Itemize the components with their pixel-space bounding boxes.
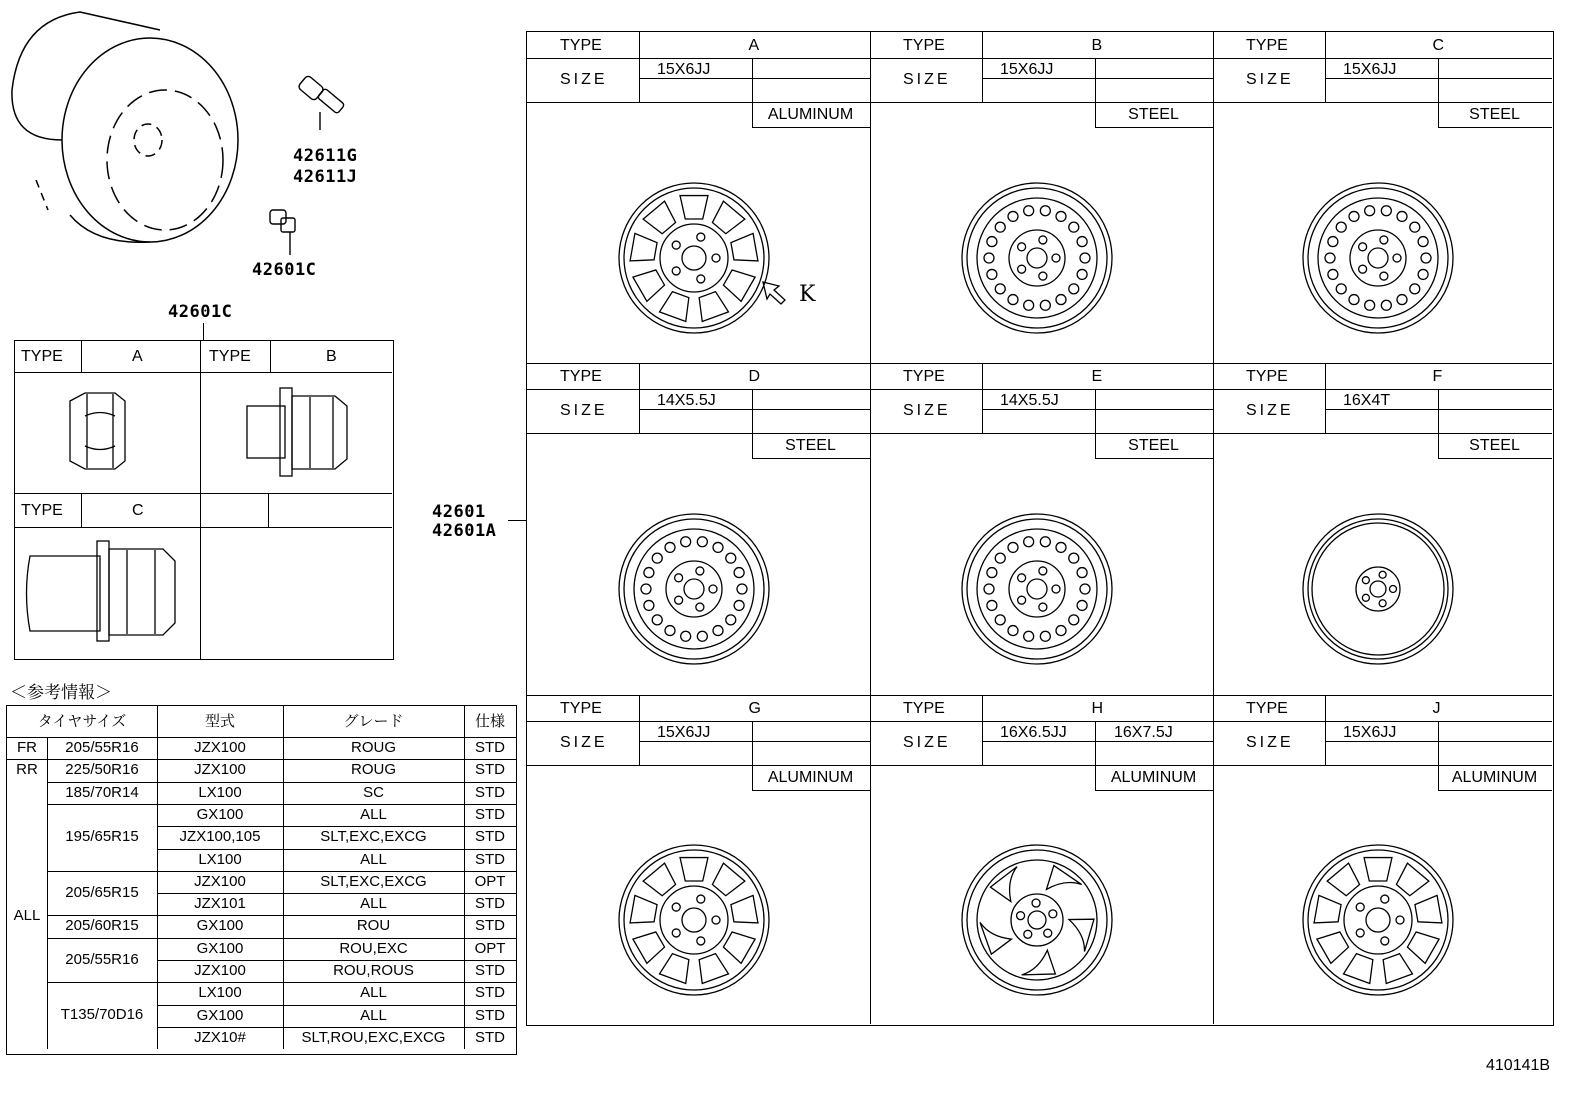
wheel-material: ALUMINUM — [1110, 769, 1197, 786]
wheel-c-icon — [1298, 178, 1458, 338]
tire-rim-face — [62, 38, 238, 242]
spec-cell: STD — [475, 739, 505, 756]
spec-cell: STD — [475, 984, 505, 1002]
wheel-type-label: TYPE — [560, 700, 602, 717]
spec-cell: STD — [475, 962, 505, 979]
model-cell: GX100 — [196, 805, 244, 823]
grade-cell: ROU — [356, 917, 391, 935]
wheel-j-icon — [1298, 840, 1458, 1000]
wheel-type-label: TYPE — [1246, 37, 1288, 54]
wheel-cell — [870, 363, 1213, 695]
wheel-size-label: SIZE — [560, 71, 608, 88]
wheel-cell — [1213, 695, 1552, 1024]
reference-title: ＜参考情報＞ — [10, 683, 112, 702]
grade-cell: ALL — [360, 984, 387, 1002]
wheel-type-value: D — [748, 368, 761, 385]
wheel-cell — [527, 32, 870, 363]
wheel-type-grid — [526, 31, 1554, 1026]
lug-nut-a-icon — [70, 393, 125, 469]
wheel-size-label: SIZE — [1246, 734, 1294, 751]
wheel-a-icon — [614, 178, 774, 338]
grade-cell: ROU,ROUS — [333, 962, 414, 979]
spec-cell: STD — [475, 895, 505, 913]
wheel-size-value: 15X6JJ — [1000, 61, 1054, 78]
nut-type-c: C — [132, 502, 144, 519]
spec-cell: OPT — [474, 939, 506, 957]
spec-cell: STD — [475, 783, 505, 801]
header-grade: グレード — [343, 713, 404, 730]
spec-cell: OPT — [474, 872, 506, 890]
wheel-h-icon — [957, 840, 1117, 1000]
wheel-size-value: 14X5.5J — [657, 392, 716, 409]
model-cell: LX100 — [198, 783, 242, 801]
model-cell: JZX100 — [194, 761, 246, 779]
wheel-size-value: 16X6.5JJ — [1000, 724, 1067, 741]
group-label: RR — [16, 761, 38, 779]
wheel-size-value: 15X6JJ — [657, 724, 711, 741]
wheel-type-value: E — [1091, 368, 1103, 385]
wheel-size-label: SIZE — [903, 402, 951, 419]
wheel-type-label: TYPE — [903, 368, 945, 385]
model-cell: GX100 — [196, 939, 244, 957]
wheel-b-icon — [957, 178, 1117, 338]
spec-cell: STD — [475, 828, 505, 846]
reference-table — [6, 705, 517, 1055]
wheel-type-value: A — [748, 37, 760, 54]
model-cell: GX100 — [196, 1006, 244, 1024]
tire-size-cell: T135/70D16 — [60, 1006, 144, 1024]
valve-stem-icon — [297, 75, 344, 130]
nut-type-label-b: TYPE — [209, 348, 251, 365]
model-cell: JZX100 — [194, 739, 246, 756]
wheel-size-value: 15X6JJ — [1343, 61, 1397, 78]
wheel-type-value: H — [1091, 700, 1104, 717]
model-cell: JZX101 — [194, 895, 246, 913]
grade-cell: ROU,EXC — [339, 939, 408, 957]
spec-cell: STD — [475, 805, 505, 823]
model-cell: LX100 — [198, 850, 242, 868]
grade-cell: ALL — [360, 850, 387, 868]
wheel-cell — [870, 32, 1213, 363]
wheel-type-label: TYPE — [560, 37, 602, 54]
wheel-size-label: SIZE — [903, 734, 951, 751]
nut-type-label-a: TYPE — [21, 348, 63, 365]
wheel-material: STEEL — [1469, 437, 1520, 454]
grade-cell: SC — [363, 783, 384, 801]
lug-nut-b-icon — [247, 388, 347, 476]
tire-size-cell: 195/65R15 — [65, 827, 139, 845]
header-model: 型式 — [204, 713, 235, 730]
wheel-cell — [1213, 32, 1552, 363]
grade-cell: SLT,ROU,EXC,EXCG — [301, 1028, 446, 1046]
wheel-size-label: SIZE — [560, 402, 608, 419]
wheel-type-label: TYPE — [1246, 368, 1288, 385]
wheel-type-label: TYPE — [903, 37, 945, 54]
leader-line — [203, 323, 204, 341]
wheel-size-value: 15X6JJ — [657, 61, 711, 78]
wheel-size-label: SIZE — [560, 734, 608, 751]
wheel-cell — [527, 695, 870, 1024]
wheel-type-value: J — [1432, 700, 1441, 717]
wheel-material: ALUMINUM — [767, 769, 854, 786]
grade-cell: SLT,EXC,EXCG — [320, 828, 427, 846]
wheel-type-value: B — [1091, 37, 1103, 54]
wheel-material: ALUMINUM — [767, 106, 854, 123]
model-cell: JZX100 — [194, 962, 246, 979]
grade-cell: SLT,EXC,EXCG — [320, 872, 427, 890]
wheel-size-value: 16X4T — [1343, 392, 1391, 409]
grade-cell: ROUG — [351, 761, 396, 779]
valve-cap-icon — [270, 210, 295, 255]
nut-type-a: A — [132, 348, 143, 365]
leader-line-wheel — [508, 520, 526, 521]
grade-cell: ALL — [360, 1006, 387, 1024]
spec-cell: STD — [475, 1006, 505, 1024]
spec-cell: STD — [475, 1028, 505, 1046]
model-cell: JZX100,105 — [179, 828, 261, 846]
wheel-size-label: SIZE — [1246, 71, 1294, 88]
wheel-size-value: 15X6JJ — [1343, 724, 1397, 741]
callout-arrow-icon — [759, 278, 789, 308]
grade-cell: ROUG — [351, 739, 396, 756]
spec-cell: STD — [475, 917, 505, 935]
wheel-material: STEEL — [1128, 106, 1179, 123]
wheel-cell — [527, 363, 870, 695]
wheel-size-label: SIZE — [903, 71, 951, 88]
model-cell: GX100 — [196, 917, 244, 935]
part-number-wheel-1: 42601 — [432, 502, 486, 522]
spec-cell: STD — [475, 850, 505, 868]
nut-type-table — [14, 340, 394, 660]
wheel-type-value: C — [1432, 37, 1445, 54]
group-label: FR — [17, 739, 37, 756]
wheel-type-value: G — [748, 700, 761, 717]
wheel-f-icon — [1298, 509, 1458, 669]
tire-size-cell: 205/55R16 — [65, 739, 139, 756]
tire-size-cell: 205/60R15 — [65, 917, 139, 935]
wheel-size-label: SIZE — [1246, 402, 1294, 419]
wheel-material: STEEL — [785, 437, 836, 454]
wheel-cell — [1213, 363, 1552, 695]
figure-code: 410141B — [1486, 1057, 1551, 1074]
part-number-nut: 42601C — [168, 302, 233, 322]
part-number-cap: 42601C — [252, 260, 317, 280]
header-spec: 仕様 — [474, 713, 505, 730]
model-cell: JZX100 — [194, 872, 246, 890]
nut-type-b: B — [326, 348, 337, 365]
part-number-wheel-2: 42601A — [432, 521, 497, 541]
tire-size-cell: 205/55R16 — [65, 950, 139, 968]
model-cell: LX100 — [198, 984, 242, 1002]
wheel-material: ALUMINUM — [1451, 769, 1538, 786]
nut-type-label-c: TYPE — [21, 502, 63, 519]
wheel-cell — [870, 695, 1213, 1024]
wheel-size-value: 14X5.5J — [1000, 392, 1059, 409]
header-tire-size: タイヤサイズ — [37, 713, 127, 730]
wheel-material: STEEL — [1128, 437, 1179, 454]
part-number-valve-1: 42611G — [293, 146, 358, 166]
wheel-e-icon — [957, 509, 1117, 669]
wheel-g-icon — [614, 840, 774, 1000]
model-cell: JZX10# — [194, 1028, 246, 1046]
lug-nut-c-icon — [27, 541, 176, 641]
callout-letter: K — [799, 282, 816, 307]
wheel-type-label: TYPE — [1246, 700, 1288, 717]
wheel-type-label: TYPE — [560, 368, 602, 385]
spec-cell: STD — [475, 761, 505, 779]
wheel-d-icon — [614, 509, 774, 669]
tire-size-cell: 205/65R15 — [65, 883, 139, 901]
group-label: ALL — [13, 906, 41, 924]
wheel-type-value: F — [1432, 368, 1443, 385]
wheel-material: STEEL — [1469, 106, 1520, 123]
part-number-valve-2: 42611J — [293, 167, 358, 187]
tire-size-cell: 185/70R14 — [65, 783, 139, 801]
grade-cell: ALL — [360, 805, 387, 823]
wheel-type-label: TYPE — [903, 700, 945, 717]
tire-size-cell: 225/50R16 — [65, 761, 139, 779]
wheel-size-value-2: 16X7.5J — [1114, 724, 1173, 741]
grade-cell: ALL — [360, 895, 387, 913]
